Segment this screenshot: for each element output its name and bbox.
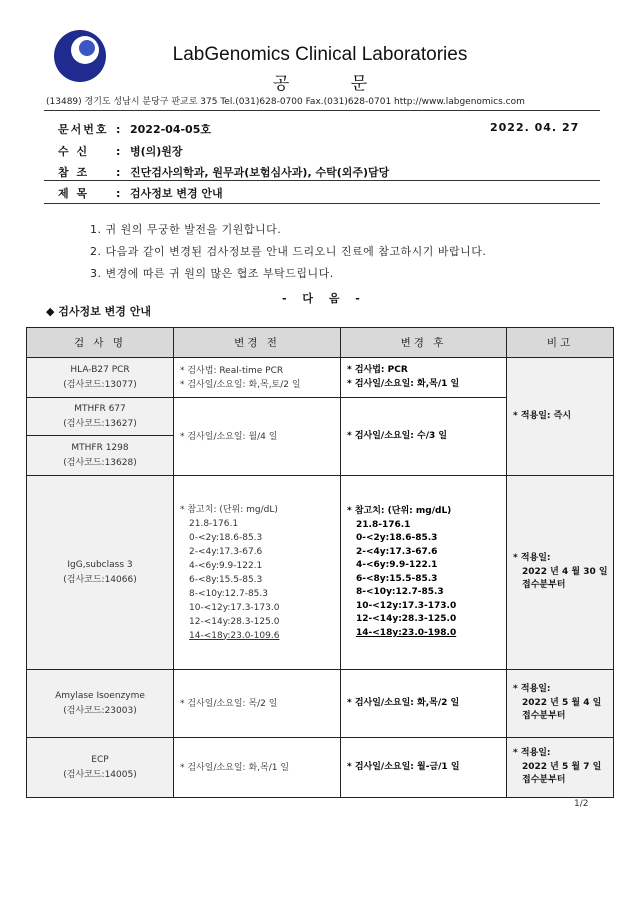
test-code: (검사코드:14005): [63, 769, 137, 780]
note-date: 2022 년 5 월 7 일: [522, 761, 602, 772]
note-date: 2022 년 5 월 4 일: [522, 697, 602, 708]
note-title: * 적용일:: [513, 748, 551, 759]
test-name-cell: [27, 476, 174, 670]
divider: [44, 203, 600, 204]
colon: :: [116, 166, 121, 179]
table-row: [27, 358, 614, 398]
divider: [44, 110, 600, 111]
paragraph: 3. 변경에 따른 귀 원의 많은 협조 부탁드립니다.: [90, 267, 334, 280]
change-table: [26, 327, 614, 798]
test-code: (검사코드:13628): [63, 457, 137, 468]
note-title: * 적용일:: [513, 684, 551, 695]
note-from: 접수분부터: [522, 711, 566, 722]
reference-row: [58, 164, 389, 180]
test-name-cell: [27, 436, 174, 476]
header-before: 변경 전: [174, 328, 341, 358]
note-title: * 적용일:: [513, 553, 551, 564]
reference-title: * 참고치: (단위: mg/dL): [180, 504, 278, 515]
reference-value: 2-<4y:17.3-67.6: [356, 546, 438, 557]
before-cell: * 검사일/소요일: 월/4 일: [174, 398, 341, 476]
org-name: LabGenomics Clinical Laboratories: [172, 44, 468, 65]
reference-value: 21.8-176.1: [356, 519, 411, 530]
note-from: 접수분부터: [522, 775, 566, 786]
after-cell: * 검사일/소요일: 화,목/2 일: [341, 670, 507, 738]
after-cell: [341, 358, 507, 398]
reference-value: 12-<14y:28.3-125.0: [356, 614, 457, 624]
test-name: Amylase Isoenzyme: [55, 690, 145, 701]
subject-row: [58, 185, 223, 201]
colon: :: [116, 145, 121, 158]
before-cell: [174, 476, 341, 670]
table-row: [27, 476, 614, 670]
test-name: MTHFR 1298: [71, 442, 129, 453]
colon: :: [116, 123, 121, 136]
after-cell: [341, 476, 507, 670]
reference-value: 10-<12y:17.3-173.0: [189, 602, 280, 613]
document-kind: 공 문: [272, 74, 396, 94]
test-code: (검사코드:13627): [63, 418, 137, 429]
test-name: IgG,subclass 3: [67, 559, 133, 570]
section-title: ◆ 검사정보 변경 안내: [46, 305, 151, 318]
before-cell: * 검사일/소요일: 화,목/1 일: [174, 738, 341, 798]
test-code: (검사코드:23003): [63, 705, 137, 716]
test-name: HLA-B27 PCR: [70, 364, 130, 375]
paragraph: 2. 다음과 같이 변경된 검사정보를 안내 드리오니 진료에 참고하시기 바랍니다.: [90, 245, 487, 258]
reference-value: 21.8-176.1: [189, 518, 239, 529]
divider: [44, 180, 600, 181]
reference-value: 6-<8y:15.5-85.3: [356, 573, 438, 584]
company-logo: [52, 28, 108, 84]
doc-number-row: [58, 121, 211, 137]
doc-date: 2022. 04. 27: [490, 121, 580, 134]
company-address: (13489) 경기도 성남시 분당구 판교로 375 Tel.(031)628-0700 Fax.(031)628-0701 http://www.labgenomics.com: [46, 97, 525, 107]
note-from: 접수분부터: [522, 580, 566, 591]
doc-number-label: 문서번호: [58, 123, 109, 136]
reference-label: 참 조: [58, 166, 90, 179]
test-name-cell: [27, 358, 174, 398]
da-eum-heading: - 다 음 -: [282, 292, 366, 305]
reference-value: 6-<8y:15.5-85.3: [189, 574, 263, 585]
paragraph: 1. 귀 원의 무궁한 발전을 기원합니다.: [90, 223, 282, 236]
reference-value: 14-<18y:23.0-109.6: [189, 630, 280, 641]
note-cell: [507, 476, 614, 670]
after-cell: * 검사일/소요일: 월-금/1 일: [341, 738, 507, 798]
colon: :: [116, 187, 121, 200]
note-date: 2022 년 4 월 30 일: [522, 566, 608, 577]
after-text: * 검사법: PCR: [347, 365, 408, 375]
test-name: MTHFR 677: [74, 403, 126, 414]
reference-value: 8-<10y:12.7-85.3: [356, 587, 444, 597]
subject: 검사정보 변경 안내: [130, 187, 223, 200]
header-after: 변경 후: [341, 328, 507, 358]
test-name: ECP: [91, 754, 109, 765]
header-note: 비고: [507, 328, 614, 358]
recipient-row: [58, 143, 183, 159]
table-row: [27, 738, 614, 798]
table-header-row: [27, 328, 614, 358]
doc-number: 2022-04-05호: [130, 123, 211, 136]
subject-label: 제 목: [58, 187, 90, 200]
reference-value: 0-<2y:18.6-85.3: [356, 533, 438, 543]
reference-value: 2-<4y:17.3-67.6: [189, 546, 263, 557]
note-cell: * 적용일: 즉시: [507, 358, 614, 476]
reference-value: 4-<6y:9.9-122.1: [189, 560, 263, 571]
reference-value: 10-<12y:17.3-173.0: [356, 600, 457, 611]
before-text: * 검사일/소요일: 화,목,토/2 일: [180, 379, 301, 390]
note-cell: [507, 670, 614, 738]
before-cell: * 검사일/소요일: 목/2 일: [174, 670, 341, 738]
reference-title: * 참고치: (단위: mg/dL): [347, 506, 452, 516]
reference-value: 4-<6y:9.9-122.1: [356, 560, 438, 570]
test-code: (검사코드:14066): [63, 574, 137, 585]
reference-value: 8-<10y:12.7-85.3: [189, 588, 268, 599]
recipient: 병(의)원장: [130, 145, 183, 158]
page-number: 1/2: [574, 799, 589, 809]
reference-value: 14-<18y:23.0-198.0: [356, 627, 457, 638]
test-name-cell: [27, 738, 174, 798]
test-code: (검사코드:13077): [63, 379, 137, 390]
after-cell: * 검사일/소요일: 수/3 일: [341, 398, 507, 476]
note-cell: [507, 738, 614, 798]
before-text: * 검사법: Real-time PCR: [180, 365, 284, 376]
reference-value: 12-<14y:28.3-125.0: [189, 616, 280, 627]
test-name-cell: [27, 670, 174, 738]
recipient-label: 수 신: [58, 145, 90, 158]
reference-value: 0-<2y:18.6-85.3: [189, 532, 263, 543]
after-text: * 검사일/소요일: 화,목/1 일: [347, 378, 460, 389]
before-cell: [174, 358, 341, 398]
header-test-name: 검 사 명: [27, 328, 174, 358]
reference: 진단검사의학과, 원무과(보험심사과), 수탁(외주)담당: [130, 166, 390, 179]
table-row: [27, 670, 614, 738]
test-name-cell: [27, 398, 174, 436]
